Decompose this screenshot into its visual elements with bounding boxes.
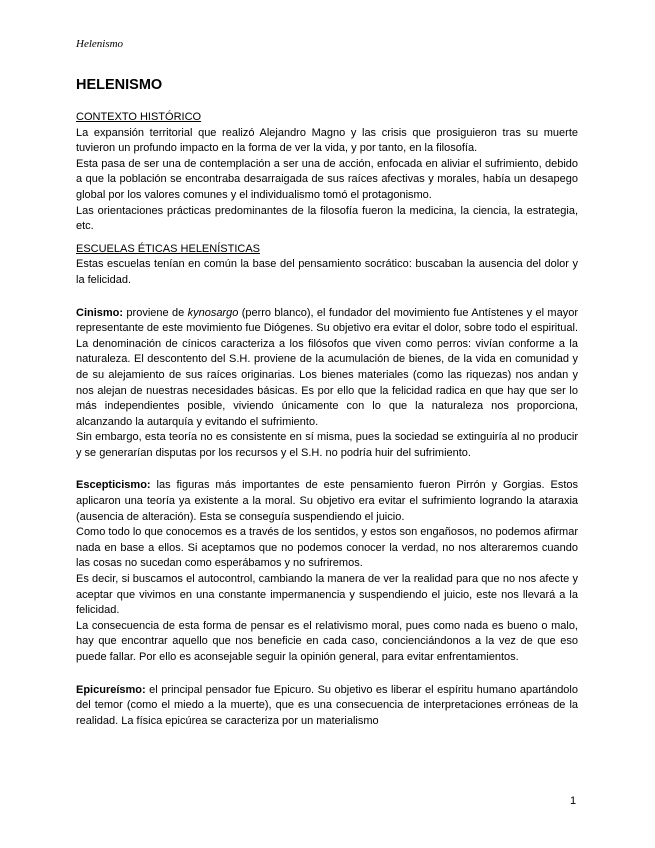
paragraph-epicureismo xyxy=(76,683,578,730)
paragraph: Estas escuelas tenían en común la base del pensamiento socrático: buscaban la ausencia del dolor y la felicidad. xyxy=(76,258,578,286)
text-run: proviene de xyxy=(123,306,188,319)
page-number: 1 xyxy=(570,795,577,807)
paragraph: La consecuencia de esta forma de pensar es el relativismo moral, pues como nada es bueno o malo, hay que encontrar aquello que nos beneficie en cada caso, concienciándonos a la vez de que eso puede fallar. Por ello es aconsejable seguir la opinión general, para evitar enfrentamientos. xyxy=(76,619,578,663)
paragraph: Es decir, si buscamos el autocontrol, cambiando la manera de ver la realidad para que no nos afecte y aceptar que vivimos en una constante impermanencia y suspendiendo el juicio, este nos llevará a la felicidad. xyxy=(76,573,578,617)
paragraph-cinismo xyxy=(76,306,578,431)
page-title: HELENISMO xyxy=(76,77,163,93)
paragraph: Como todo lo que conocemos es a través de los sentidos, y estos son engañosos, no podemos afirmar nada en base a ellos. Si aceptamos que no podemos conocer la verdad, no nos alteraremos cuando las cosas no sucedan como esperábamos y no sufriremos. xyxy=(76,526,579,570)
term-escepticismo: Escepticismo: xyxy=(76,479,151,492)
paragraph: Las orientaciones prácticas predominantes de la filosofía fueron la medicina, la ciencia, la estrategia, etc. xyxy=(76,204,578,233)
term-epicureismo: Epicureísmo: xyxy=(76,683,146,696)
paragraph-escepticismo xyxy=(76,478,578,525)
term-cinismo: Cinismo: xyxy=(76,306,124,319)
paragraph: Sin embargo, esta teoría no es consistente en sí misma, pues la sociedad se extinguiría al no producir y se generarían disputas por los recursos y el S.H. no podría huir del sufrimiento. xyxy=(76,431,578,459)
section-heading-contexto: CONTEXTO HISTÓRICO xyxy=(76,111,202,123)
text-run: el principal pensador fue Epicuro. Su objetivo es liberar el espíritu humano apartándolo del temor (como el miedo a la muerte), que es una consecuencia de interpretaciones erróneas de la realidad. La física epicúrea se caracteriza por un materialismo xyxy=(76,683,578,727)
text-run: (perro blanco), el fundador del movimiento fue Antístenes y el mayor representante de este movimiento fue Diógenes. Su objetivo era evitar el dolor, sobre todo el espiritual. La denominación de cínicos caracteriza a los filósofos que viven como perros: vivían conforme a la naturaleza. El descontento del S.H. proviene de la acumulación de bienes, de la vida en comunidad y de su alejamiento de sus raíces originarias. Los bienes materiales (como las riquezas) nos andan y nos alejan de nuestras necesidades básicas. Es por ello que la felicidad radica en que hay que ser lo más independientes posible, viviendo únicamente con lo que la naturaleza nos proporciona, alcanzando la autarquía y evitando el sufrimiento. xyxy=(76,306,579,428)
paragraph: Esta pasa de ser una de contemplación a ser una de acción, enfocada en aliviar el sufrimiento, debido a que la población se encontraba desarraigada de sus raíces afectivas y morales, había un desapego global por los valores comunes y el individualismo tomó el protagonismo. xyxy=(76,157,578,201)
term-kynosargo: kynosargo xyxy=(187,306,239,319)
text-run: las figuras más importantes de este pensamiento fueron Pirrón y Gorgias. Estos aplicaron una teoría ya existente a la moral. Su objetivo era evitar el sufrimiento logrando la ataraxia (ausencia de alteración). Esta se conseguía suspendiendo el juicio. xyxy=(76,479,578,523)
paragraph: La expansión territorial que realizó Alejandro Magno y las crisis que prosiguieron tras su muerte tuvieron un profundo impacto en la forma de ver la vida, y por tanto, en la filosofía. xyxy=(76,126,578,155)
section-heading-escuelas: ESCUELAS ÉTICAS HELENÍSTICAS xyxy=(76,242,260,255)
running-header: Helenismo xyxy=(76,38,124,50)
document-body xyxy=(76,76,578,729)
